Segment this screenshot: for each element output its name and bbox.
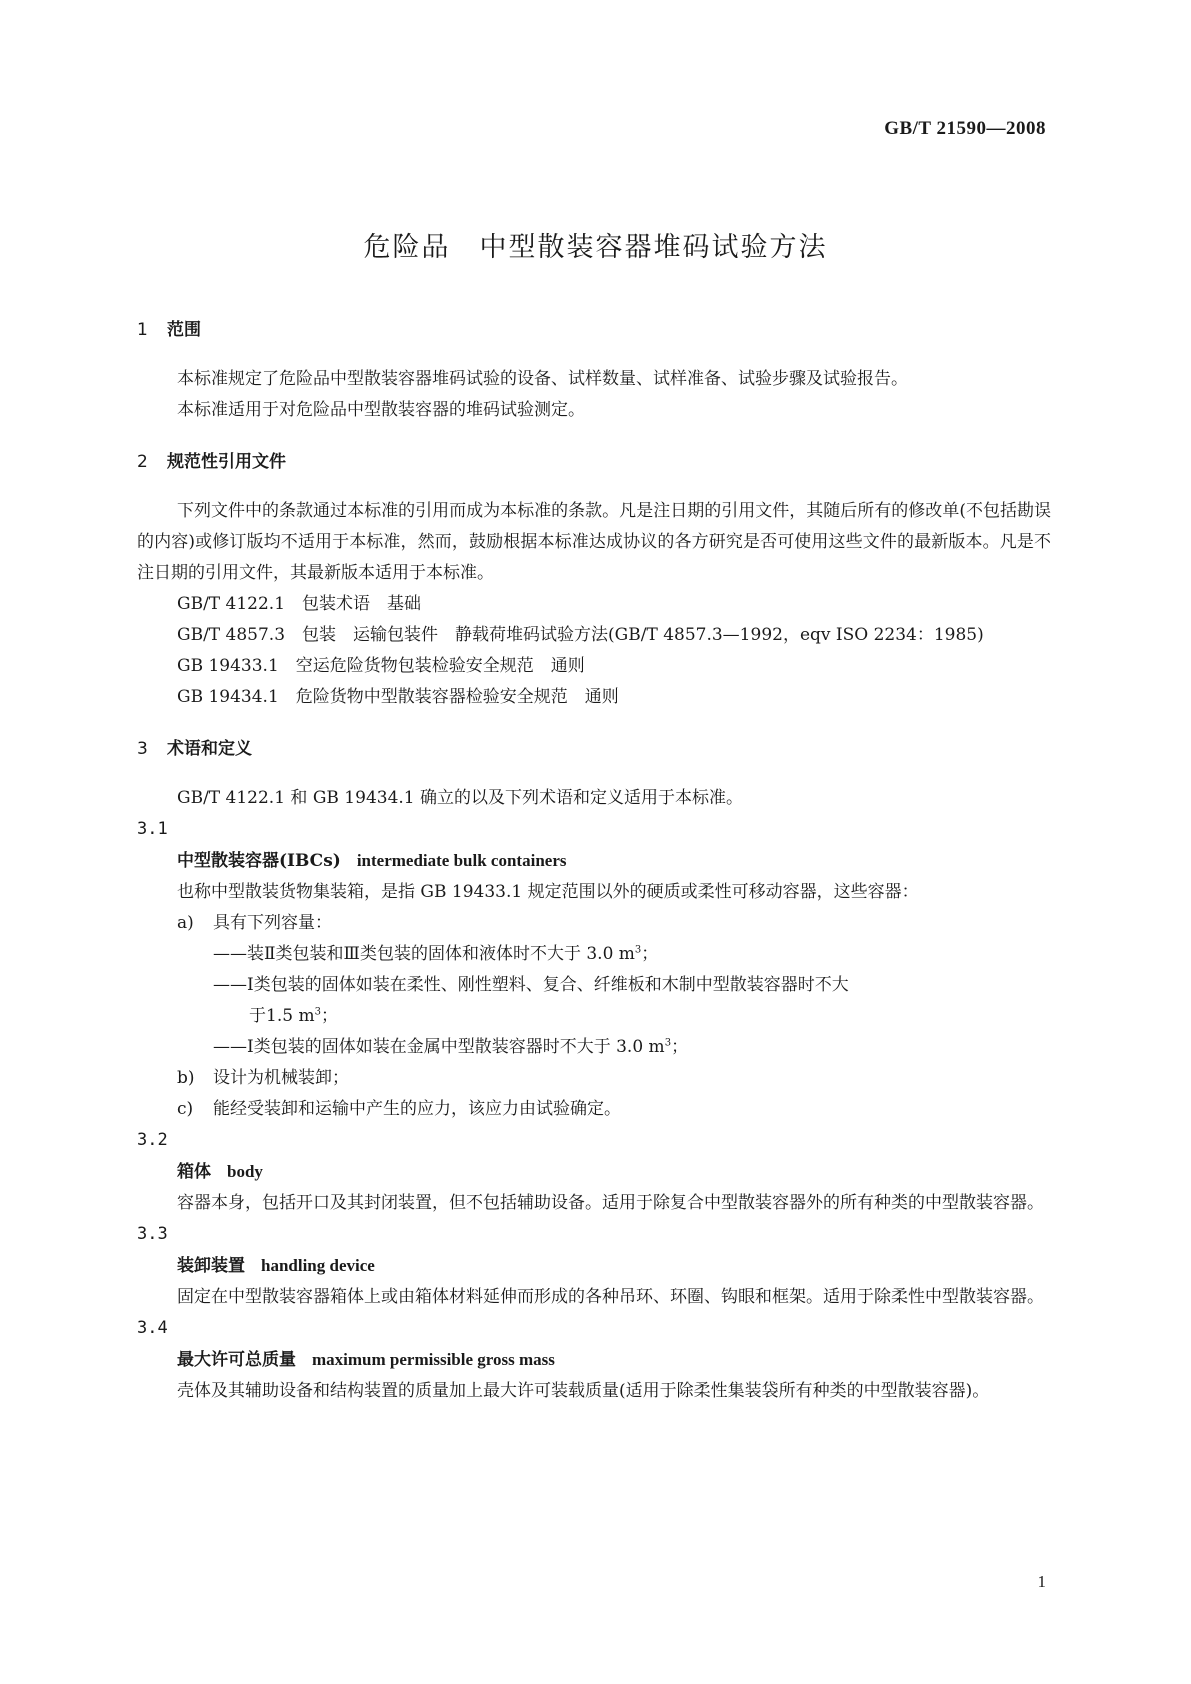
term-heading — [137, 1156, 1051, 1188]
paragraph: GB/T 4122.1 和 GB 19434.1 确立的以及下列术语和定义适用于本标准。 — [177, 788, 744, 808]
term-cn: 最大许可总质量 — [177, 1350, 296, 1370]
superscript: 3 — [634, 944, 642, 956]
term-cn: 装卸装置 — [177, 1256, 245, 1276]
term-heading — [137, 845, 1051, 877]
dash-text: ——装Ⅱ类包装和Ⅲ类包装的固体和液体时不大于 3.0 m — [213, 944, 635, 964]
document-title: 危险品 中型散装容器堆码试验方法 — [363, 232, 828, 263]
dash-punct: ； — [671, 1037, 689, 1057]
superscript: 3 — [314, 1006, 321, 1018]
section-number: 1 — [137, 320, 148, 340]
term-en: maximum permissible gross mass — [312, 1350, 555, 1369]
list-text: 设计为机械装卸； — [213, 1068, 349, 1088]
section-number: 2 — [137, 452, 148, 472]
section-title: 规范性引用文件 — [167, 452, 286, 472]
section-1-heading — [137, 318, 1051, 342]
dash-punct: ； — [641, 944, 659, 964]
list-label: b) — [177, 1068, 195, 1088]
document-body — [137, 318, 1051, 1407]
section-2-heading — [137, 450, 1051, 474]
list-label: c) — [177, 1099, 194, 1119]
term-definition: 壳体及其辅助设备和结构装置的质量加上最大许可装载质量(适用于除柔性集装袋所有种类的中型散装容器)。 — [177, 1381, 990, 1401]
term-definition: 固定在中型散装容器箱体上或由箱体材料延伸而形成的各种吊环、环圈、钩眼和框架。适用于除柔性中型散装容器。 — [177, 1287, 1044, 1307]
section-number: 3 — [137, 739, 148, 759]
dash-item — [173, 1032, 1051, 1063]
list-item-a — [137, 908, 1051, 939]
section-title: 术语和定义 — [167, 739, 252, 759]
term-en: handling device — [261, 1256, 375, 1275]
reference-item: GB/T 4122.1 包装术语 基础 — [177, 594, 422, 614]
list-text: 具有下列容量： — [213, 913, 332, 933]
paragraph: 本标准适用于对危险品中型散装容器的堆码试验测定。 — [177, 400, 585, 420]
term-cn: 箱体 — [177, 1162, 211, 1182]
superscript: 3 — [664, 1037, 672, 1049]
term-en: body — [227, 1162, 263, 1181]
dash-text: 于1.5 m — [249, 1006, 315, 1026]
term-en: intermediate bulk containers — [356, 851, 567, 870]
term-definition: 容器本身，包括开口及其封闭装置，但不包括辅助设备。适用于除复合中型散装容器外的所有种类的中型散装容器。 — [177, 1193, 1044, 1213]
subsection-number: 3.4 — [137, 1318, 168, 1338]
list-item-c — [137, 1094, 1051, 1125]
dash-punct: ； — [320, 1006, 338, 1026]
page-number: 1 — [1037, 1572, 1046, 1591]
term-heading — [137, 1344, 1051, 1376]
subsection-number: 3.2 — [137, 1130, 168, 1150]
dash-item — [173, 970, 1051, 1001]
subsection-number: 3.3 — [137, 1224, 168, 1244]
reference-item: GB 19433.1 空运危险货物包装检验安全规范 通则 — [177, 656, 585, 676]
term-definition: 也称中型散装货物集装箱，是指 GB 19433.1 规定范围以外的硬质或柔性可移动容器，这些容器： — [177, 882, 919, 902]
list-text: 能经受装卸和运输中产生的应力，该应力由试验确定。 — [213, 1099, 621, 1119]
paragraph: 本标准规定了危险品中型散装容器堆码试验的设备、试样数量、试样准备、试验步骤及试验报告。 — [177, 369, 908, 389]
term-cn: 中型散装容器(IBCs) — [177, 851, 341, 871]
reference-item: GB 19434.1 危险货物中型散装容器检验安全规范 通则 — [177, 687, 619, 707]
term-heading — [137, 1250, 1051, 1282]
subsection-number: 3.1 — [137, 819, 168, 839]
section-title: 范围 — [167, 320, 201, 340]
reference-item: GB/T 4857.3 包装 运输包装件 静载荷堆码试验方法(GB/T 4857.3—1992，eqv ISO 2234：1985) — [177, 625, 984, 645]
dash-item-continued — [137, 1001, 1051, 1032]
list-label: a) — [177, 913, 194, 933]
dash-text: ——Ⅰ类包装的固体如装在金属中型散装容器时不大于 3.0 m — [213, 1037, 665, 1057]
section-3-heading — [137, 737, 1051, 761]
dash-item — [173, 939, 1051, 970]
standard-number: GB/T 21590—2008 — [884, 118, 1046, 139]
list-item-b — [137, 1063, 1051, 1094]
dash-text: ——Ⅰ类包装的固体如装在柔性、刚性塑料、复合、纤维板和木制中型散装容器时不大 — [213, 975, 849, 995]
paragraph: 下列文件中的条款通过本标准的引用而成为本标准的条款。凡是注日期的引用文件，其随后所有的修改单(不包括勘误的内容)或修订版均不适用于本标准，然而，鼓励根据本标准达成协议的各方研究是否可使用这些文件的最新版本。凡是不注日期的引用文件，其最新版本适用于本标准。 — [137, 501, 1051, 583]
